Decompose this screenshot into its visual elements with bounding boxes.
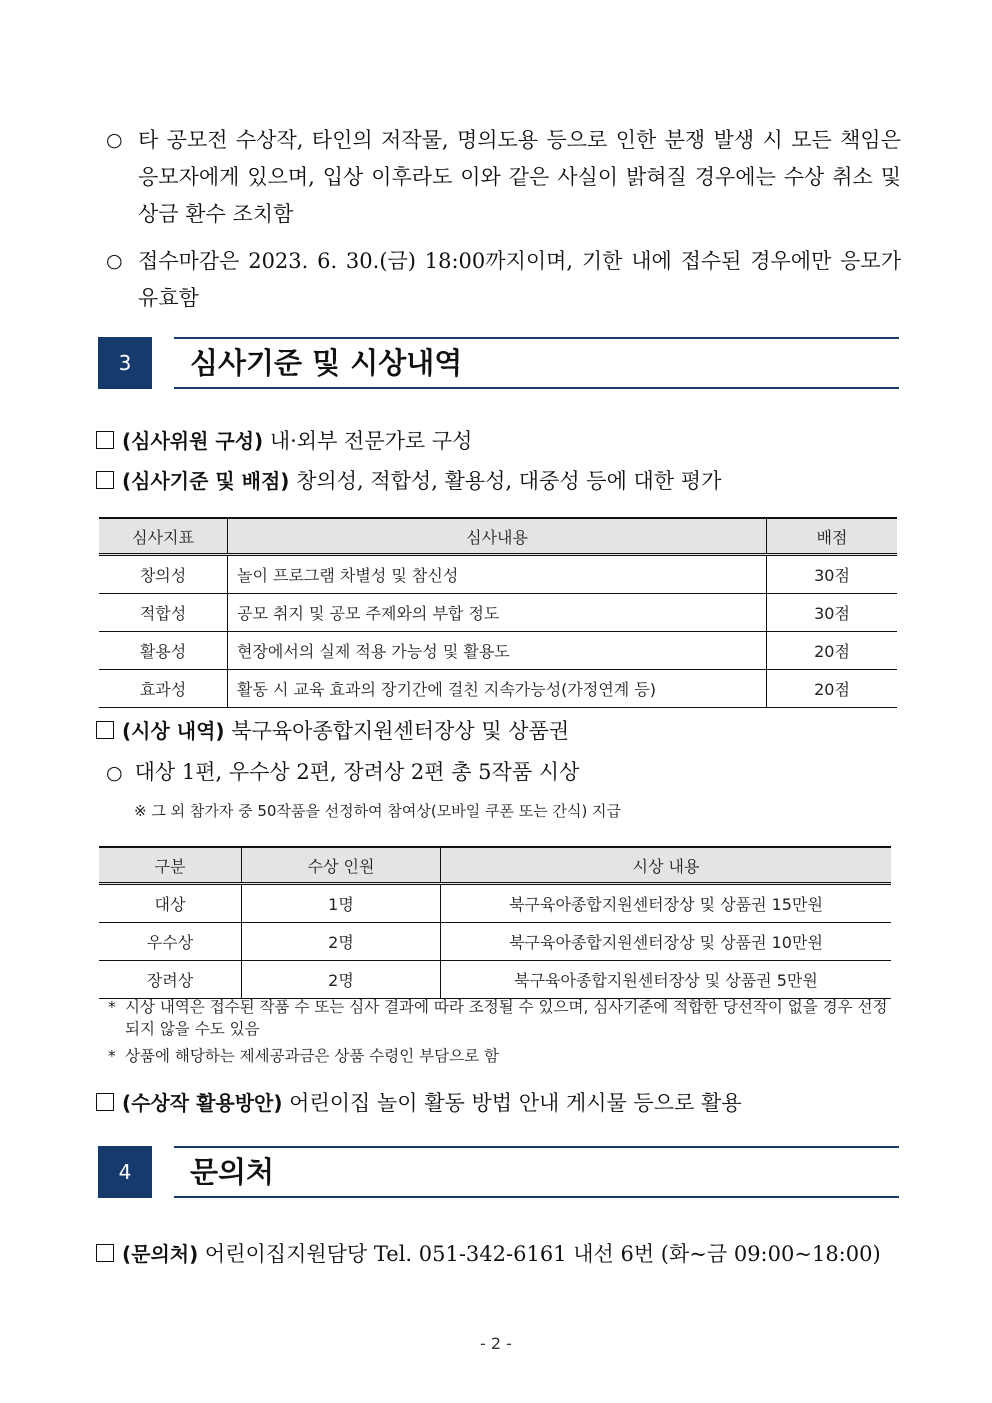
table-cell: 우수상 xyxy=(99,923,242,961)
awards-text: 북구육아종합지원센터장상 및 상품권 xyxy=(224,719,570,743)
awards-label: (시상 내역) xyxy=(122,719,225,743)
table-row xyxy=(99,555,897,594)
checkbox-square-icon xyxy=(96,471,114,489)
asterisk-mark: * xyxy=(108,1047,116,1065)
table-cell: 공모 취지 및 공모 주제와의 부합 정도 xyxy=(228,594,767,632)
section-number: 3 xyxy=(98,337,152,389)
table-cell: 장려상 xyxy=(99,961,242,999)
table-row xyxy=(99,594,897,632)
table-cell: 30점 xyxy=(767,555,898,594)
table-cell: 대상 xyxy=(99,884,242,923)
table-row xyxy=(99,632,897,670)
notice-deadline xyxy=(106,243,901,317)
checkbox-square-icon xyxy=(96,721,114,739)
judges-text: 내·외부 전문가로 구성 xyxy=(263,429,473,453)
awards-detail xyxy=(106,757,911,788)
criteria-label: (심사기준 및 배점) xyxy=(122,469,290,493)
awards-item xyxy=(96,716,901,746)
contact-label: (문의처) xyxy=(122,1242,199,1266)
section-title: 심사기준 및 시상내역 xyxy=(190,346,463,380)
divider xyxy=(174,337,899,339)
table-header-cell: 시상 내용 xyxy=(441,847,892,884)
divider xyxy=(174,1146,899,1148)
table-header-cell: 심사내용 xyxy=(228,518,767,555)
criteria-item xyxy=(96,466,901,496)
notice-dispute xyxy=(106,122,901,233)
table-header-cell: 심사지표 xyxy=(99,518,228,555)
asterisk-mark: * xyxy=(108,998,116,1016)
section-title: 문의처 xyxy=(190,1155,275,1189)
table-row xyxy=(99,961,891,999)
criteria-text: 창의성, 적합성, 활용성, 대중성 등에 대한 평가 xyxy=(289,469,722,493)
table-cell: 2명 xyxy=(242,923,441,961)
table-row xyxy=(99,670,897,708)
section-number: 4 xyxy=(98,1146,152,1198)
table-cell: 적합성 xyxy=(99,594,228,632)
table-cell: 창의성 xyxy=(99,555,228,594)
table-cell: 20점 xyxy=(767,632,898,670)
notice-dispute-text: 타 공모전 수상작, 타인의 저작물, 명의도용 등으로 인한 분쟁 발생 시 모든 책임은 응모자에게 있으며, 입상 이후라도 이와 같은 사실이 밝혀질 경우에는 수상 취소 및 상금 환수 조치함 xyxy=(138,128,901,226)
table-cell: 30점 xyxy=(767,594,898,632)
circle-bullet: ○ xyxy=(106,250,123,272)
checkbox-square-icon xyxy=(96,431,114,449)
table-row xyxy=(99,884,891,923)
contact-text: 어린이집지원담당 Tel. 051-342-6161 내선 6번 (화~금 09:00~18:00) xyxy=(198,1242,881,1266)
table-cell: 1명 xyxy=(242,884,441,923)
table-cell: 현장에서의 실제 적용 가능성 및 활용도 xyxy=(228,632,767,670)
divider xyxy=(174,387,899,389)
table-header-cell: 수상 인원 xyxy=(242,847,441,884)
criteria-table xyxy=(99,517,897,708)
table-header-row xyxy=(99,847,891,884)
checkbox-square-icon xyxy=(96,1093,114,1111)
section-3-header xyxy=(98,337,899,389)
usage-item xyxy=(96,1088,901,1118)
checkbox-square-icon xyxy=(96,1244,114,1262)
awards-note: ※ 그 외 참가자 중 50작품을 선정하여 참여상(모바일 쿠폰 또는 간식) 지급 xyxy=(134,802,622,820)
award-note-1 xyxy=(108,996,894,1040)
award-note-2 xyxy=(108,1045,894,1067)
table-header-cell: 배점 xyxy=(767,518,898,555)
contact-item xyxy=(96,1239,901,1269)
award-note-text: 시상 내역은 접수된 작품 수 또는 심사 결과에 따라 조정될 수 있으며, 심사기준에 적합한 당선작이 없을 경우 선정되지 않을 수도 있음 xyxy=(125,998,888,1038)
table-cell: 북구육아종합지원센터장상 및 상품권 5만원 xyxy=(441,961,892,999)
notice-deadline-text: 접수마감은 2023. 6. 30.(금) 18:00까지이며, 기한 내에 접수된 경우에만 응모가 유효함 xyxy=(138,249,901,310)
usage-label: (수상작 활용방안) xyxy=(122,1091,283,1115)
usage-text: 어린이집 놀이 활동 방법 안내 게시물 등으로 활용 xyxy=(282,1091,742,1115)
table-cell: 20점 xyxy=(767,670,898,708)
awards-detail-text: 대상 1편, 우수상 2편, 장려상 2편 총 5작품 시상 xyxy=(134,760,580,784)
table-cell: 놀이 프로그램 차별성 및 참신성 xyxy=(228,555,767,594)
table-cell: 활용성 xyxy=(99,632,228,670)
table-header-row xyxy=(99,518,897,555)
circle-bullet: ○ xyxy=(106,762,123,784)
section-4-header xyxy=(98,1146,899,1198)
table-cell: 2명 xyxy=(242,961,441,999)
table-header-cell: 구분 xyxy=(99,847,242,884)
divider xyxy=(174,1196,899,1198)
judges-item xyxy=(96,426,901,456)
judges-label: (심사위원 구성) xyxy=(122,429,264,453)
table-cell: 북구육아종합지원센터장상 및 상품권 15만원 xyxy=(441,884,892,923)
table-row xyxy=(99,923,891,961)
table-cell: 효과성 xyxy=(99,670,228,708)
award-note-text: 상품에 해당하는 제세공과금은 상품 수령인 부담으로 함 xyxy=(125,1047,499,1065)
table-cell: 북구육아종합지원센터장상 및 상품권 10만원 xyxy=(441,923,892,961)
page-number: - 2 - xyxy=(480,1334,512,1353)
awards-table xyxy=(99,846,891,999)
table-cell: 활동 시 교육 효과의 장기간에 걸친 지속가능성(가정연계 등) xyxy=(228,670,767,708)
circle-bullet: ○ xyxy=(106,129,123,151)
